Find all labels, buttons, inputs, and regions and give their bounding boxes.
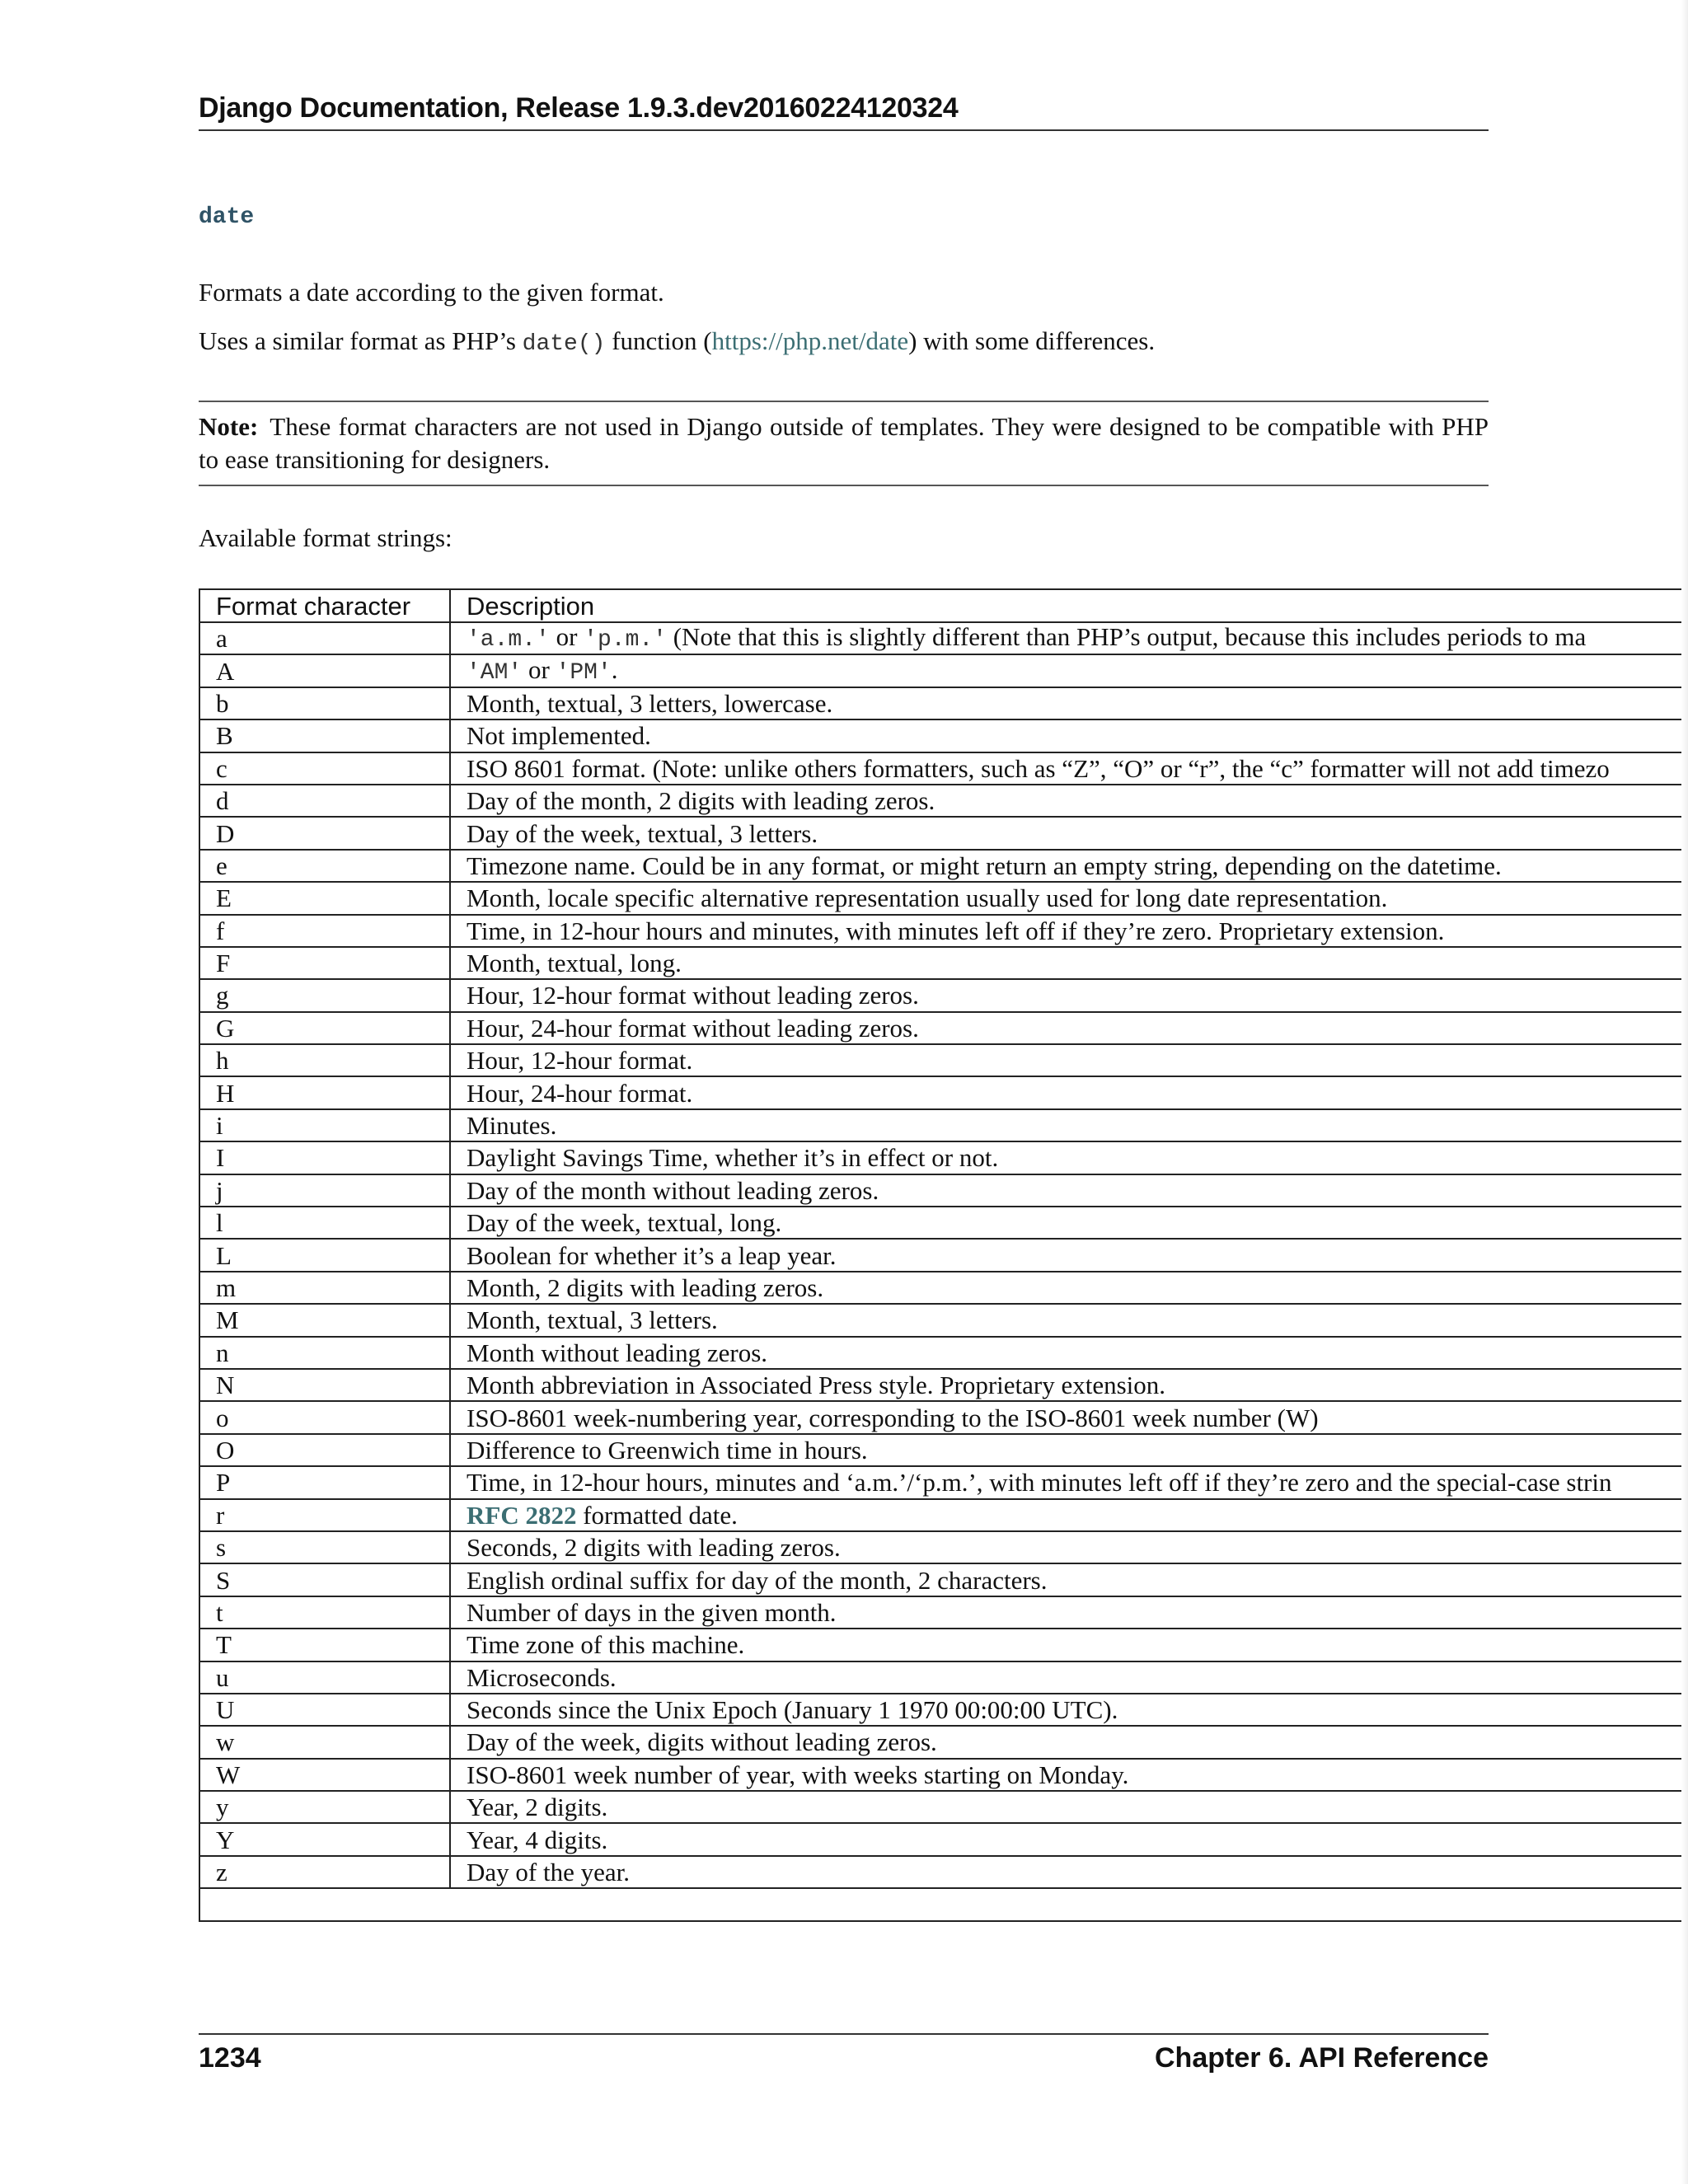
php-date-link[interactable]: https://php.net/date — [711, 326, 909, 355]
description-cell: Month, textual, 3 letters, lowercase. — [450, 687, 1688, 719]
format-character-cell: o — [199, 1401, 450, 1433]
description-cell — [450, 622, 1688, 654]
description-text: formatted date. — [576, 1500, 738, 1530]
format-character-cell: D — [199, 817, 450, 849]
table-row — [199, 1499, 1688, 1531]
description-cell: Day of the year. — [450, 1856, 1688, 1888]
note-label: Note: — [199, 412, 259, 441]
php-format-suffix: ) with some differences. — [908, 326, 1156, 355]
table-row — [199, 1337, 1688, 1369]
table-row — [199, 1401, 1688, 1433]
table-row — [199, 850, 1688, 882]
description-cell: Microseconds. — [450, 1661, 1688, 1694]
format-character-cell: e — [199, 850, 450, 882]
table-header-row — [199, 589, 1688, 622]
footer-rule — [199, 2033, 1489, 2035]
description-cell: Hour, 12-hour format. — [450, 1044, 1688, 1076]
description-cell: Month, 2 digits with leading zeros. — [450, 1272, 1688, 1304]
table-row — [199, 1304, 1688, 1336]
description-cell: Difference to Greenwich time in hours. — [450, 1434, 1688, 1466]
format-literal: 'p.m.' — [584, 627, 667, 654]
description-text: or — [549, 622, 584, 652]
table-row — [199, 1369, 1688, 1401]
table-row — [199, 1563, 1688, 1596]
format-character-cell: F — [199, 947, 450, 979]
format-character-cell: g — [199, 979, 450, 1011]
format-character-cell: Y — [199, 1823, 450, 1855]
description-cell: Day of the week, textual, long. — [450, 1207, 1688, 1239]
format-literal: 'PM' — [556, 659, 612, 686]
format-character-cell: d — [199, 785, 450, 817]
note-text: These format characters are not used in Django outside of templates. They were designed to be compatible with PHP to ease transitioning for designers. — [199, 412, 1489, 474]
format-character-cell: b — [199, 687, 450, 719]
description-cell: ISO-8601 week-numbering year, corresponding to the ISO-8601 week number (W) — [450, 1401, 1688, 1433]
format-character-cell: W — [199, 1759, 450, 1791]
php-format-middle: function ( — [605, 326, 712, 355]
table-row — [199, 1239, 1688, 1271]
format-character-cell: a — [199, 622, 450, 654]
page-number: 1234 — [199, 2042, 261, 2074]
table-row — [199, 1076, 1688, 1108]
format-literal: 'a.m.' — [467, 627, 550, 654]
header-rule — [199, 129, 1489, 131]
table-row — [199, 687, 1688, 719]
description-cell: Seconds since the Unix Epoch (January 1 1970 00:00:00 UTC). — [450, 1694, 1688, 1726]
table-row — [199, 882, 1688, 914]
table-row — [199, 1434, 1688, 1466]
filter-signature: date — [199, 204, 255, 230]
table-row — [199, 752, 1688, 785]
format-character-cell: O — [199, 1434, 450, 1466]
format-strings-table — [199, 588, 1688, 1922]
format-character-cell: l — [199, 1207, 450, 1239]
description-cell: ISO 8601 format. (Note: unlike others formatters, such as “Z”, “O” or “r”, the “c” formatter will not add timezo — [450, 752, 1688, 785]
table-row — [199, 1174, 1688, 1207]
format-character-cell: I — [199, 1141, 450, 1174]
php-format-prefix: Uses a similar format as PHP’s — [199, 326, 523, 355]
description-cell: Hour, 24-hour format without leading zeros. — [450, 1012, 1688, 1044]
table-row — [199, 785, 1688, 817]
description-cell: Not implemented. — [450, 719, 1688, 752]
table-row — [199, 915, 1688, 947]
format-character-cell: z — [199, 1856, 450, 1888]
format-character-cell: N — [199, 1369, 450, 1401]
description-cell: Month, textual, 3 letters. — [450, 1304, 1688, 1336]
table-row — [199, 1141, 1688, 1174]
description-cell: Time zone of this machine. — [450, 1629, 1688, 1661]
format-character-cell: j — [199, 1174, 450, 1207]
format-character-cell: A — [199, 654, 450, 687]
description-cell: Month abbreviation in Associated Press style. Proprietary extension. — [450, 1369, 1688, 1401]
table-row — [199, 1531, 1688, 1563]
description-cell: ISO-8601 week number of year, with weeks starting on Monday. — [450, 1759, 1688, 1791]
table-row — [199, 979, 1688, 1011]
description-cell: Timezone name. Could be in any format, or might return an empty string, depending on the datetime. — [450, 850, 1688, 882]
chapter-title: Chapter 6. API Reference — [1155, 2042, 1489, 2074]
description-cell: Seconds, 2 digits with leading zeros. — [450, 1531, 1688, 1563]
format-character-cell: U — [199, 1694, 450, 1726]
description-cell: Month, locale specific alternative representation usually used for long date representation. — [450, 882, 1688, 914]
description-text: . — [611, 654, 618, 684]
format-literal: 'AM' — [467, 659, 523, 686]
format-character-cell: s — [199, 1531, 450, 1563]
table-row — [199, 1629, 1688, 1661]
format-character-cell: L — [199, 1239, 450, 1271]
php-format-paragraph — [199, 326, 1155, 357]
format-character-cell: n — [199, 1337, 450, 1369]
format-character-cell: E — [199, 882, 450, 914]
description-cell: Hour, 24-hour format. — [450, 1076, 1688, 1108]
table-row — [199, 1661, 1688, 1694]
format-character-cell: T — [199, 1629, 450, 1661]
table-body — [199, 622, 1688, 1921]
empty-cell — [199, 1888, 1688, 1921]
description-cell: Day of the month without leading zeros. — [450, 1174, 1688, 1207]
table-row — [199, 1272, 1688, 1304]
description-text: or — [522, 654, 556, 684]
format-character-cell: B — [199, 719, 450, 752]
description-cell: Minutes. — [450, 1109, 1688, 1141]
table-row — [199, 1466, 1688, 1498]
available-formats-label: Available format strings: — [199, 523, 452, 552]
table-row — [199, 1726, 1688, 1758]
rfc-link[interactable]: RFC 2822 — [467, 1500, 577, 1530]
format-character-cell: i — [199, 1109, 450, 1141]
format-character-cell: m — [199, 1272, 450, 1304]
table-row — [199, 622, 1688, 654]
table-row — [199, 1044, 1688, 1076]
table-row — [199, 1596, 1688, 1629]
header-format-character: Format character — [199, 589, 450, 622]
table-row — [199, 1791, 1688, 1823]
table-row — [199, 654, 1688, 687]
table-row — [199, 1823, 1688, 1855]
description-cell: Day of the week, digits without leading zeros. — [450, 1726, 1688, 1758]
format-character-cell: P — [199, 1466, 450, 1498]
description-cell: Month, textual, long. — [450, 947, 1688, 979]
description-cell — [450, 654, 1688, 687]
description-cell: Day of the week, textual, 3 letters. — [450, 817, 1688, 849]
header-description: Description — [450, 589, 1688, 622]
format-character-cell: H — [199, 1076, 450, 1108]
table-row — [199, 817, 1688, 849]
description-cell: Daylight Savings Time, whether it’s in effect or not. — [450, 1141, 1688, 1174]
format-character-cell: w — [199, 1726, 450, 1758]
table-row — [199, 1694, 1688, 1726]
description-cell: Year, 2 digits. — [450, 1791, 1688, 1823]
description-cell: English ordinal suffix for day of the month, 2 characters. — [450, 1563, 1688, 1596]
format-character-cell: y — [199, 1791, 450, 1823]
table-row — [199, 719, 1688, 752]
description-cell: Year, 4 digits. — [450, 1823, 1688, 1855]
format-character-cell: S — [199, 1563, 450, 1596]
description-cell: Number of days in the given month. — [450, 1596, 1688, 1629]
note-box — [199, 401, 1489, 486]
table-row — [199, 1856, 1688, 1888]
format-character-cell: M — [199, 1304, 450, 1336]
format-character-cell: c — [199, 752, 450, 785]
format-character-cell: t — [199, 1596, 450, 1629]
format-character-cell: r — [199, 1499, 450, 1531]
description-cell: Month without leading zeros. — [450, 1337, 1688, 1369]
description-cell: Hour, 12-hour format without leading zeros. — [450, 979, 1688, 1011]
format-character-cell: G — [199, 1012, 450, 1044]
description-cell: Day of the month, 2 digits with leading zeros. — [450, 785, 1688, 817]
description-text: (Note that this is slightly different than PHP’s output, because this includes periods to ma — [666, 622, 1587, 652]
table-row — [199, 1759, 1688, 1791]
table-row — [199, 1012, 1688, 1044]
page-edge-shadow — [1681, 0, 1688, 2184]
description-cell: Time, in 12-hour hours, minutes and ‘a.m.’/‘p.m.’, with minutes left off if they’re zero and the special-case strin — [450, 1466, 1688, 1498]
description-cell: Time, in 12-hour hours and minutes, with minutes left off if they’re zero. Proprietary extension. — [450, 915, 1688, 947]
description-cell: Boolean for whether it’s a leap year. — [450, 1239, 1688, 1271]
running-header-title: Django Documentation, Release 1.9.3.dev20160224120324 — [199, 92, 959, 124]
description-cell — [450, 1499, 1688, 1531]
format-character-cell: h — [199, 1044, 450, 1076]
php-date-function: date() — [522, 331, 606, 357]
table-row — [199, 947, 1688, 979]
table-row — [199, 1207, 1688, 1239]
format-character-cell: f — [199, 915, 450, 947]
table-row — [199, 1109, 1688, 1141]
table-spacer-row — [199, 1888, 1688, 1921]
format-character-cell: u — [199, 1661, 450, 1694]
description-paragraph: Formats a date according to the given format. — [199, 278, 664, 307]
